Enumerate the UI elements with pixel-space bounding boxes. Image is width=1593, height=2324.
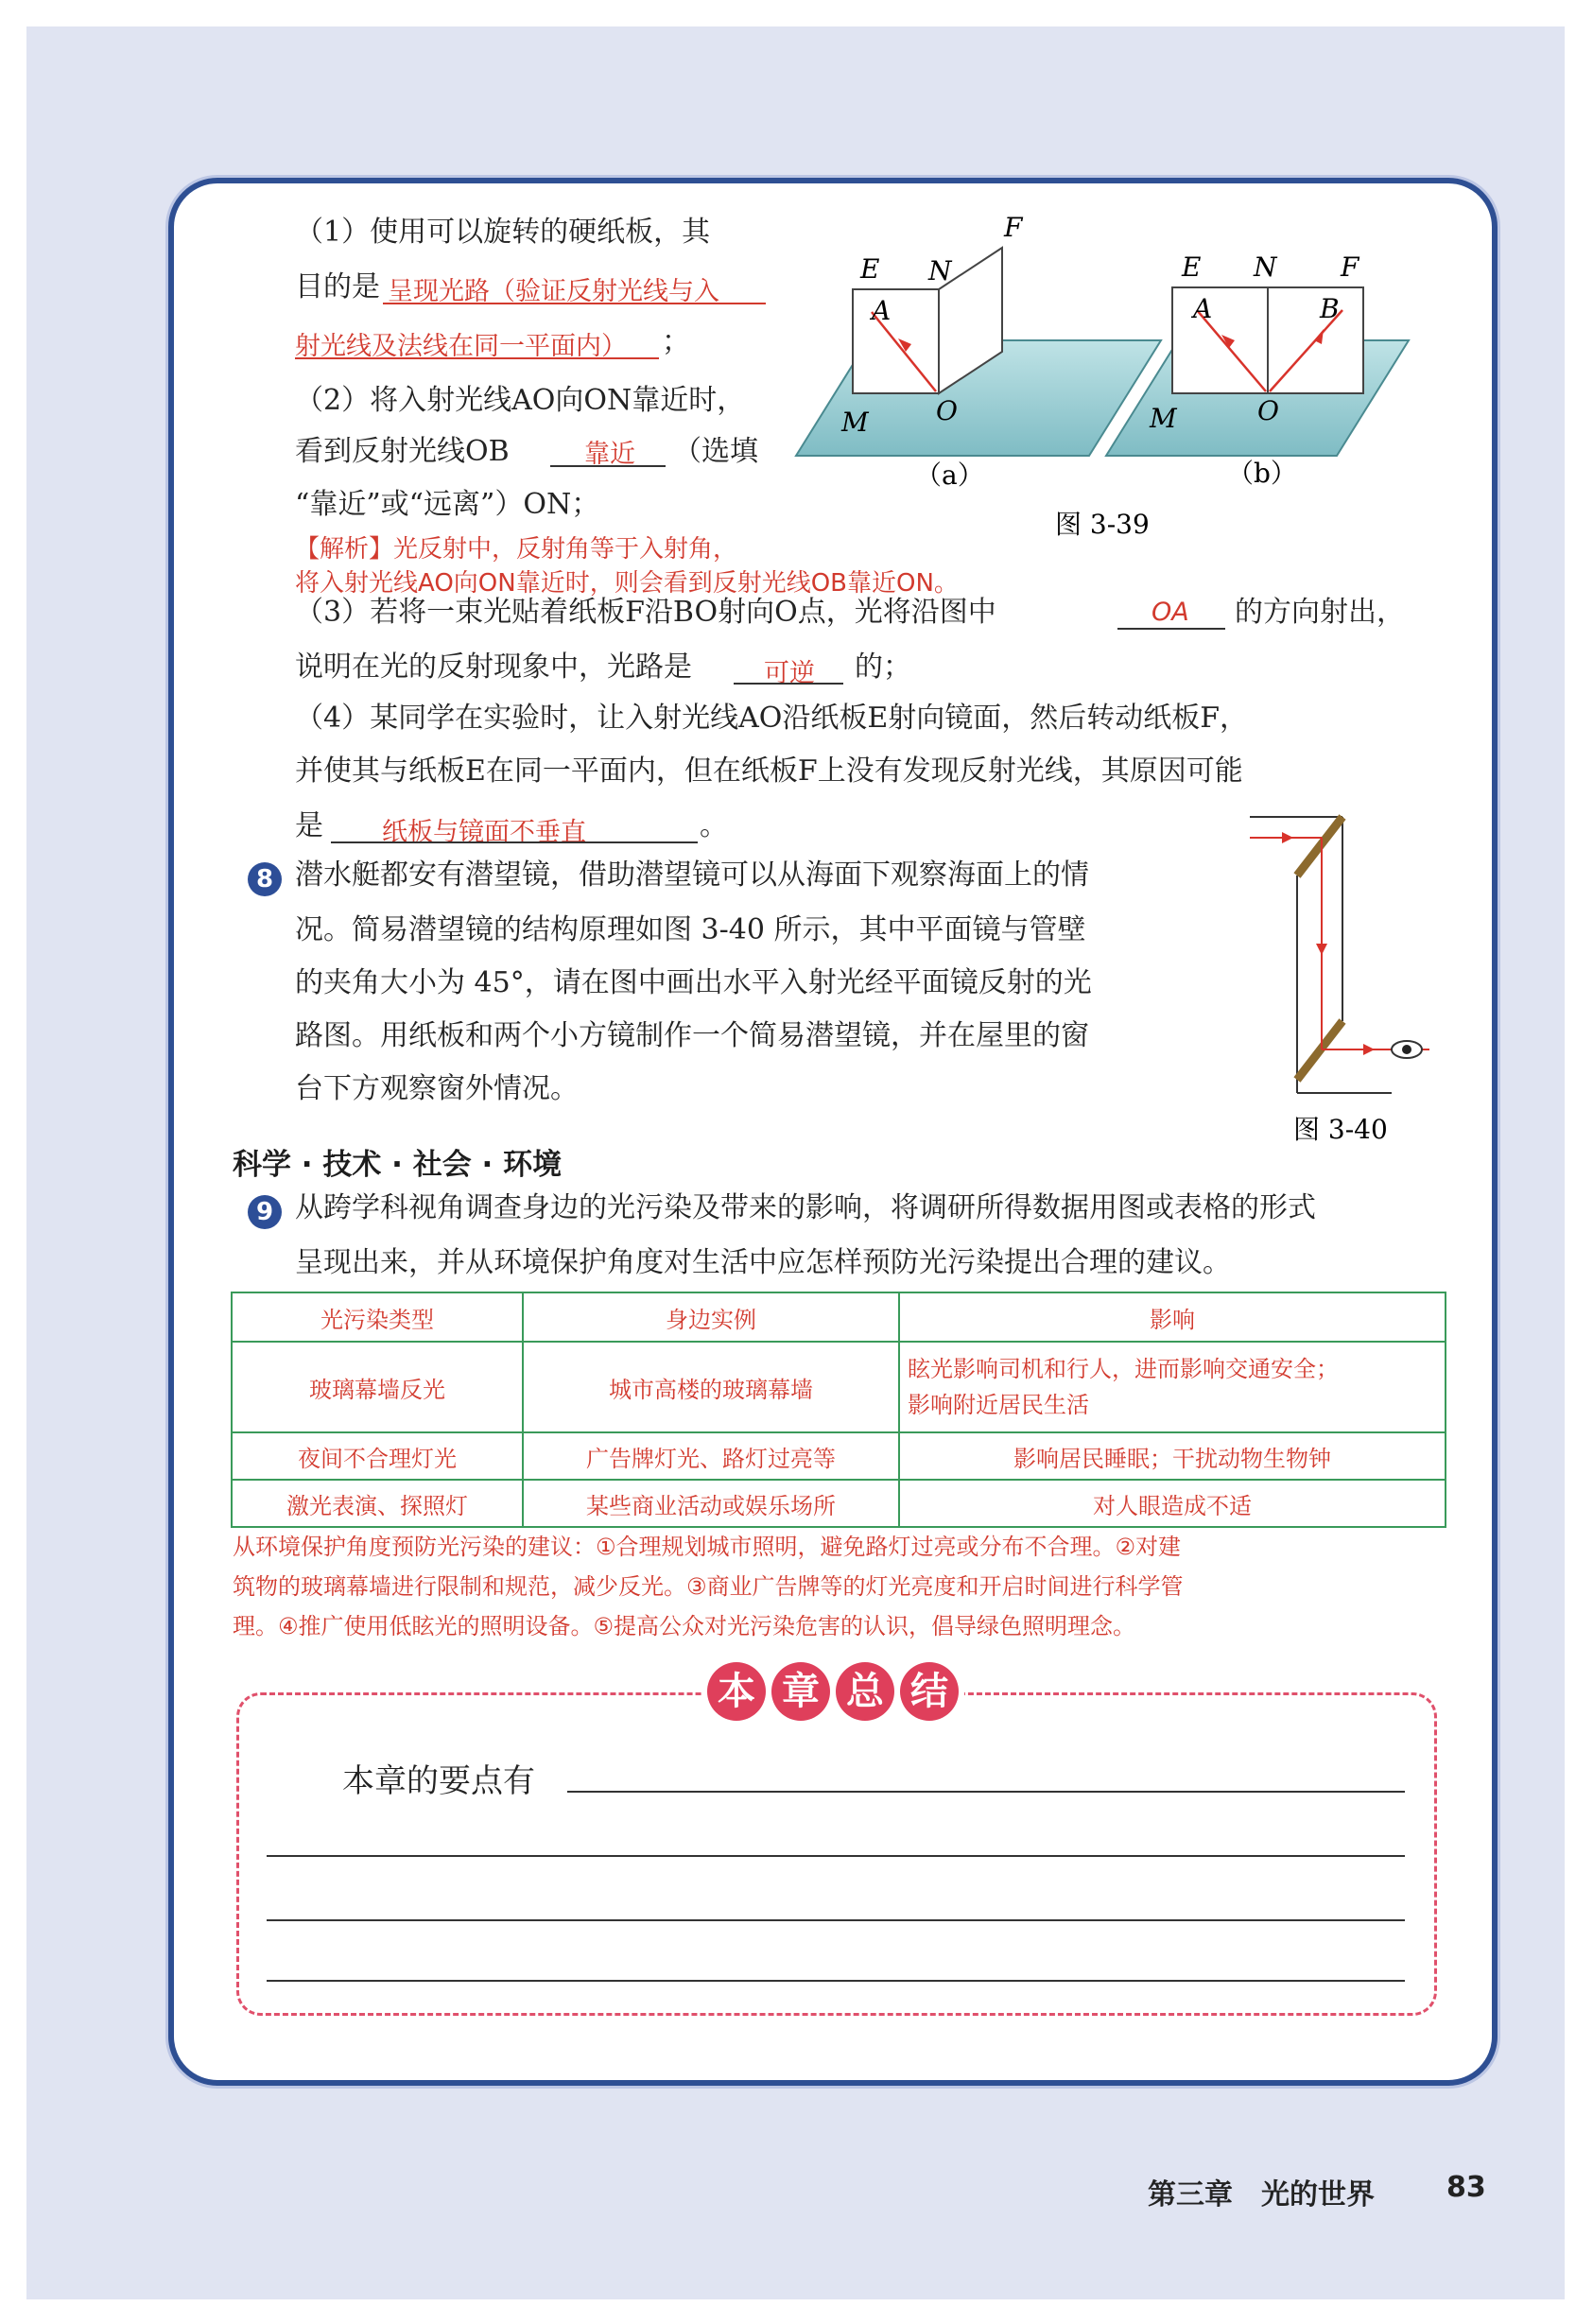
q7-analysis-line1: 【解析】光反射中，反射角等于入射角， [295, 535, 738, 564]
advice-line2: 筑物的玻璃幕墙进行限制和规范，减少反光。③商业广告牌等的灯光亮度和开启时间进行科学管 [233, 1573, 1184, 1600]
label-n-a: N [928, 255, 952, 286]
question-9-badge: 9 [248, 1195, 282, 1229]
table-cell: 夜间不合理灯光 [232, 1432, 523, 1480]
label-f-a: F [1004, 212, 1023, 243]
caption-a: （a） [915, 460, 984, 491]
table-row [232, 1342, 1446, 1432]
answer-underline [295, 357, 659, 359]
q7-part2-line1: （2）将入射光线AO向ON靠近时， [295, 384, 746, 417]
q7-part4-end: 。 [700, 809, 728, 842]
q7-part1-line1: （1）使用可以旋转的硬纸板，其 [295, 216, 711, 249]
label-m-b: M [1150, 403, 1177, 434]
q8-line1: 潜水艇都安有潜望镜，借助潜望镜可以从海面下观察海面上的情 [295, 858, 1089, 892]
q7-part4-line1: （4）某同学在实验时，让入射光线AO沿纸板E射向镜面，然后转动纸板F， [295, 702, 1249, 735]
table-cell: 玻璃幕墙反光 [232, 1342, 523, 1432]
summary-write-line[interactable] [267, 1855, 1405, 1857]
answer-underline [383, 303, 766, 304]
q7-part2-line2b: （选填 [673, 435, 758, 468]
table-header: 光污染类型 [232, 1292, 523, 1342]
q7-answer3: OA [1151, 598, 1189, 627]
label-a-a: A [872, 295, 892, 326]
summary-write-line[interactable] [267, 1919, 1405, 1921]
q7-analysis-line2: 将入射光线AO向ON靠近时，则会看到反射光线OB靠近ON。 [295, 569, 959, 598]
label-o-a: O [936, 395, 958, 426]
label-b-b: B [1320, 293, 1340, 324]
q7-part3-line1a: （3）若将一束光贴着纸板F沿BO射向O点，光将沿图中 [295, 596, 996, 629]
answer-blank [331, 841, 698, 843]
table-cell: 城市高楼的玻璃幕墙 [523, 1342, 899, 1432]
figure-3-39-caption: 图 3-39 [1055, 509, 1150, 540]
figure-a [796, 212, 1161, 491]
advice-line1: 从环境保护角度预防光污染的建议：①合理规划城市照明，避免路灯过亮或分布不合理。②对建 [233, 1534, 1182, 1560]
arrow-down [1316, 944, 1327, 955]
top-mirror [1297, 817, 1342, 876]
summary-title-char: 结 [900, 1662, 959, 1721]
eye-pupil [1402, 1045, 1411, 1054]
q9-line1: 从跨学科视角调查身边的光污染及带来的影响，将调研所得数据用图或表格的形式 [295, 1191, 1316, 1224]
table-row [232, 1432, 1446, 1480]
figure-3-40-caption: 图 3-40 [1293, 1114, 1388, 1145]
light-pollution-table [231, 1292, 1446, 1528]
chapter-summary-box [236, 1692, 1437, 2016]
q7-answer5: 纸板与镜面不垂直 [382, 818, 586, 847]
answer-blank [550, 465, 666, 467]
summary-write-line[interactable] [567, 1791, 1405, 1793]
q7-part4-line2: 并使其与纸板E在同一平面内，但在纸板F上没有发现反射光线，其原因可能 [295, 754, 1243, 788]
table-header: 影响 [899, 1292, 1446, 1342]
table-cell: 对人眼造成不适 [899, 1480, 1446, 1527]
arrow-out [1363, 1044, 1375, 1055]
summary-prompt: 本章的要点有 [342, 1762, 535, 1800]
figure-3-40 [1240, 811, 1448, 1152]
summary-write-line[interactable] [267, 1980, 1405, 1982]
q7-answer2: 靠近 [584, 440, 635, 469]
q7-answer4: 可逆 [764, 659, 815, 688]
q7-part1-end: ； [662, 325, 690, 358]
label-m-a: M [841, 407, 869, 438]
q9-line2: 呈现出来，并从环境保护角度对生活中应怎样预防光污染提出合理的建议。 [295, 1246, 1231, 1279]
table-cell-line: 眩光影响司机和行人，进而影响交通安全； [908, 1356, 1339, 1382]
q7-part3-line2b: 的； [855, 650, 911, 684]
label-o-b: O [1257, 395, 1279, 426]
figure-3-39 [785, 208, 1446, 548]
label-n-b: N [1254, 251, 1277, 283]
q7-part3-line2a: 说明在光的反射现象中，光路是 [295, 650, 692, 684]
question-8-badge: 8 [248, 862, 282, 896]
table-row [232, 1480, 1446, 1527]
summary-title-char: 总 [836, 1662, 894, 1721]
table-cell-effect [899, 1342, 1446, 1432]
table-header: 身边实例 [523, 1292, 899, 1342]
q7-part3-line1b: 的方向射出， [1235, 596, 1405, 629]
figure-b [1106, 251, 1409, 489]
caption-b: （b） [1227, 458, 1297, 489]
table-cell: 影响居民睡眠；干扰动物生物钟 [899, 1432, 1446, 1480]
page-number: 83 [1446, 2171, 1486, 2204]
answer-blank [1117, 628, 1225, 630]
table-header-row [232, 1292, 1446, 1342]
q7-part2-line3: “靠近”或“远离”）ON； [295, 488, 600, 521]
section-title: 科学 · 技术 · 社会 · 环境 [233, 1148, 563, 1182]
table-cell: 某些商业活动或娱乐场所 [523, 1480, 899, 1527]
label-e-a: E [860, 253, 880, 285]
arrow-in [1282, 832, 1293, 843]
table-cell: 广告牌灯光、路灯过亮等 [523, 1432, 899, 1480]
table-cell-line: 影响附近居民生活 [908, 1392, 1089, 1418]
label-f-b: F [1341, 251, 1359, 283]
label-e-b: E [1182, 251, 1202, 283]
q7-part1-line2: 目的是 [295, 270, 380, 304]
q8-line5: 台下方观察窗外情况。 [295, 1072, 579, 1105]
q7-answer1-line2: 射光线及法线在同一平面内） [295, 332, 627, 361]
q8-line4: 路图。用纸板和两个小方镜制作一个简易潜望镜，并在屋里的窗 [295, 1019, 1089, 1052]
q7-part4-line3a: 是 [295, 809, 323, 842]
chapter-summary-title [703, 1660, 964, 1726]
answer-blank [734, 683, 843, 685]
q7-part2-line2a: 看到反射光线OB [295, 435, 510, 468]
q7-answer1-line1: 呈现光路（验证反射光线与入 [388, 277, 719, 306]
label-a-b: A [1193, 293, 1213, 324]
summary-title-char: 章 [771, 1662, 830, 1721]
table-cell: 激光表演、探照灯 [232, 1480, 523, 1527]
q8-line3: 的夹角大小为 45°，请在图中画出水平入射光经平面镜反射的光 [295, 966, 1092, 999]
summary-title-char: 本 [707, 1662, 766, 1721]
advice-line3: 理。④推广使用低眩光的照明设备。⑤提高公众对光污染危害的认识，倡导绿色照明理念。 [233, 1613, 1136, 1639]
chapter-footer: 第三章 光的世界 [1148, 2178, 1375, 2211]
q8-line2: 况。简易潜望镜的结构原理如图 3-40 所示，其中平面镜与管壁 [295, 913, 1086, 946]
